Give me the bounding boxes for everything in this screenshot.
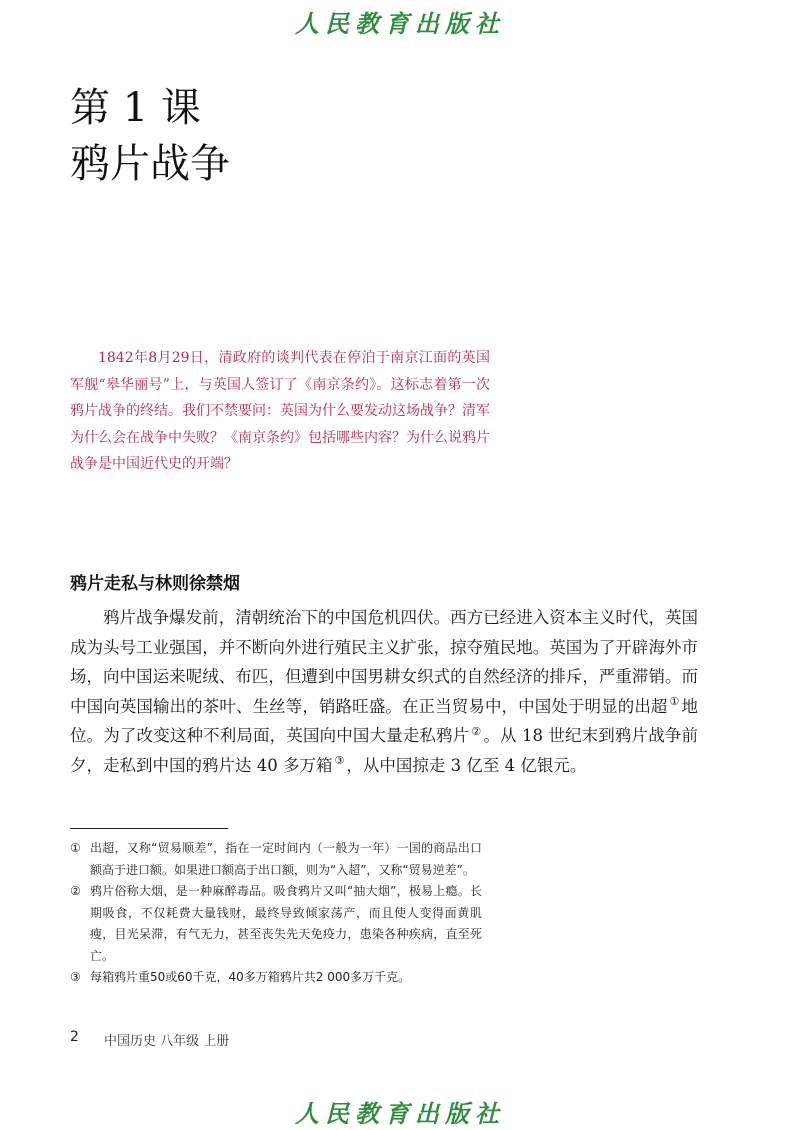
body-text-part: 鸦片战争爆发前，清朝统治下的中国危机四伏。西方已经进入资本主义时代，英国成为头号工业强国，并不断向外进行殖民主义扩张，掠夺殖民地。英国为了开辟海外市场，向中国运来呢绒、布匹，但遭到中国男耕女织式的自然经济的排斥，严重滞销。而中国向英国输出的茶叶、生丝等，销路旺盛。在正当贸易中，中国处于明显的出超 [70, 608, 698, 716]
page-number: 2 [70, 1029, 79, 1045]
intro-paragraph: 1842年8月29日，清政府的谈判代表在停泊于南京江面的英国军舰“皋华丽号”上，与英国人签订了《南京条约》。这标志着第一次鸦片战争的终结。我们不禁要问：英国为什么要发动这场战争？清军为什么会在战争中失败？《南京条约》包括哪些内容？为什么说鸦片战争是中国近代史的开端？ [70, 350, 490, 472]
footnote-text: 出超，又称“贸易顺差”，指在一定时间内（一般为一年）一国的商品出口额高于进口额。如果进口额高于出口额，则为“入超”，又称“贸易逆差”。 [90, 841, 482, 877]
footnote-marker: ③ [70, 970, 81, 984]
footnote-marker: ② [70, 884, 81, 898]
footnote-item [70, 881, 482, 967]
footnote-ref-2[interactable]: ② [471, 724, 482, 738]
footnote-item [70, 838, 482, 881]
footnote-text: 鸦片俗称大烟，是一种麻醉毒品。吸食鸦片又叫“抽大烟”，极易上瘾。长期吸食，不仅耗费大量钱财，最终导致倾家荡产，而且使人变得面黄肌瘦，目光呆滞，有气无力，甚至丧失先天免疫力，患染各种疾病，直至死亡。 [90, 884, 482, 963]
footnote-text: 每箱鸦片重50或60千克，40多万箱鸦片共2 000多万千克。 [90, 970, 411, 984]
publisher-logo-bottom: 人民教育出版社 [295, 1099, 505, 1128]
publisher-logo-top: 人民教育出版社 [295, 9, 505, 38]
footnote-item [70, 967, 482, 989]
book-title: 中国历史 八年级 上册 [104, 1034, 230, 1049]
lesson-title: 鸦片战争 [70, 141, 230, 187]
section-heading: 鸦片走私与林则徐禁烟 [70, 574, 240, 594]
body-text-part: ，从中国掠走 3 亿至 4 亿银元。 [346, 755, 587, 775]
body-text-part: 。从 18 世纪末到鸦片战争前夕，走私到中国的鸦片达 40 多万箱 [70, 726, 698, 775]
lesson-number: 第 1 课 [70, 85, 201, 131]
footnote-ref-3[interactable]: ③ [334, 754, 345, 767]
footnote-list [70, 838, 482, 989]
body-paragraph [70, 603, 698, 780]
footnote-ref-1[interactable]: ① [669, 695, 680, 708]
footnote-divider [70, 828, 228, 829]
body-text-part: 地位。为了改变这种不利局面，英国向中国大量走私鸦片 [70, 696, 698, 745]
footnote-marker: ① [70, 841, 81, 855]
